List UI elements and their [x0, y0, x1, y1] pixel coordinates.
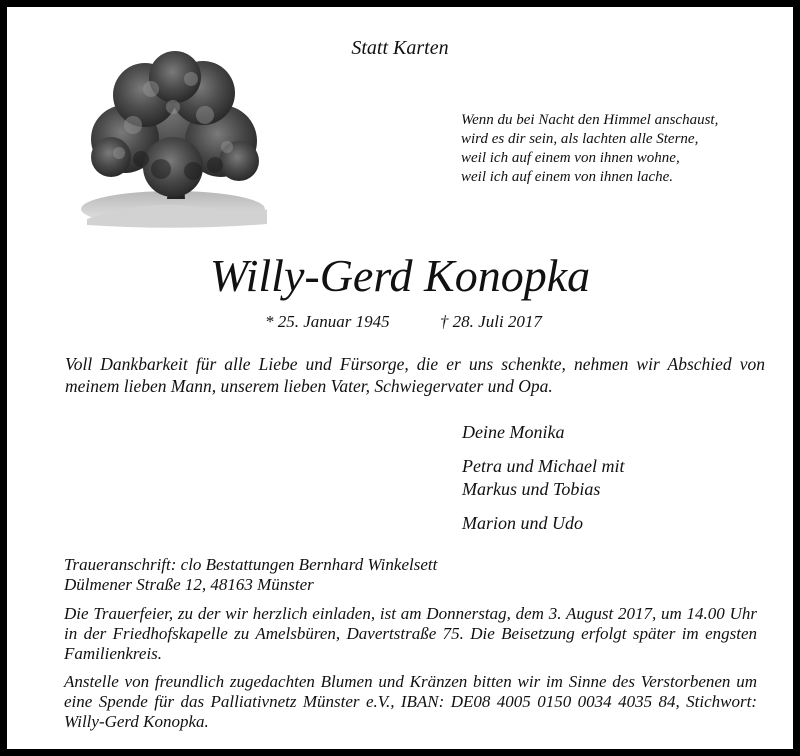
death-date: † 28. Juli 2017 — [439, 312, 542, 331]
life-dates — [265, 312, 542, 332]
signoff-group — [462, 455, 624, 501]
funeral-text: Die Trauerfeier, zu der wir herzlich einladen, ist am Donnerstag, dem 3. August 2017, um 14.00 Uhr in der Friedhofskapelle zu Amelsbüren, Davertstraße 75. Die Beisetzung erfolgt später im engsten Familienkreis. — [64, 604, 757, 663]
deceased-name: Willy-Gerd Konopka — [209, 250, 591, 301]
poem-line: wird es dir sein, als lachten alle Sterne, — [461, 131, 699, 147]
signoff-group — [462, 512, 624, 535]
header-statt-karten: Statt Karten — [351, 37, 449, 59]
signoff-group — [462, 421, 624, 444]
birth-date: * 25. Januar 1945 — [265, 312, 390, 331]
mourning-address — [64, 555, 437, 595]
signoff-line: Markus und Tobias — [462, 479, 601, 499]
intro-text: Voll Dankbarkeit für alle Liebe und Fürsorge, die er uns schenkte, nehmen wir Abschied von meinem lieben Mann, unserem lieben Vater, Schwiegervater und Opa. — [65, 354, 765, 396]
signoff-line: Marion und Udo — [462, 513, 583, 533]
poem-line: Wenn du bei Nacht den Himmel anschaust, — [461, 112, 719, 128]
address-line: Traueranschrift: clo Bestattungen Bernhard Winkelsett — [64, 555, 438, 574]
family-signoff — [462, 421, 624, 546]
poem-line: weil ich auf einem von ihnen wohne, — [461, 150, 680, 166]
address-line: Dülmener Straße 12, 48163 Münster — [64, 575, 314, 594]
signoff-line: Deine Monika — [462, 422, 565, 442]
poem-line: weil ich auf einem von ihnen lache. — [461, 169, 674, 185]
poem — [461, 111, 718, 187]
signoff-line: Petra und Michael mit — [462, 456, 625, 476]
donation-text: Anstelle von freundlich zugedachten Blumen und Kränzen bitten wir im Sinne des Verstorbenen um eine Spende für das Palliativnetz Münster e.V., IBAN: DE08 4005 0150 0034 4035 84, Stichwort: Willy-Gerd Konopka. — [64, 672, 757, 731]
tree-image — [81, 49, 267, 231]
